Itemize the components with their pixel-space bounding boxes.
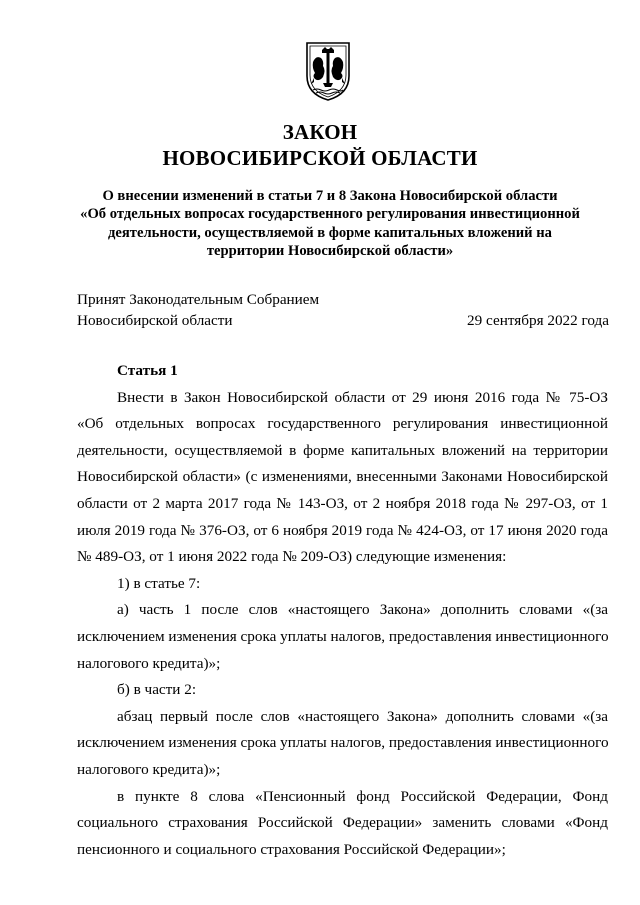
paragraph-line: области от 2 марта 2017 года № 143-ОЗ, от 2 ноября 2018 года № 297-ОЗ, от 1 [77,494,608,512]
document-type-title: ЗАКОН [282,120,358,144]
paragraph-line: социального страхования Российской Федерации» заменить словами «Фонд [77,814,608,832]
paragraph-line: налогового кредита)»; [77,760,221,778]
paragraph-line: исключением изменения срока уплаты налогов, предоставления инвестиционного [77,627,609,645]
paragraph-line: Новосибирской области» (с изменениями, внесенными Законами Новосибирской [77,468,608,486]
subtitle-line: О внесении изменений в статьи 7 и 8 Закона Новосибирской области [102,188,558,204]
paragraph-line: б) в части 2: [117,681,197,699]
paragraph-line: июля 2019 года № 376-ОЗ, от 6 ноября 2019 года № 424-ОЗ, от 17 июня 2020 года [77,521,608,539]
paragraph-line: пенсионного и социального страхования Российской Федерации»; [77,840,506,858]
paragraph-line: а) часть 1 после слов «настоящего Закона» дополнить словами «(за [117,601,608,619]
paragraph-line: Внести в Закон Новосибирской области от 29 июня 2016 года № 75-ОЗ [117,388,608,406]
coat-of-arms-icon [303,40,353,102]
paragraph-line: № 489-ОЗ, от 1 июня 2022 года № 209-ОЗ) следующие изменения: [77,548,507,566]
paragraph-line: в пункте 8 слова «Пенсионный фонд Российской Федерации, Фонд [117,787,608,805]
adoption-date: 29 сентября 2022 года [467,312,609,329]
paragraph-line: деятельности, осуществляемой в форме капитальных вложений на территории [77,441,608,459]
subtitle-line: деятельности, осуществляемой в форме капитальных вложений на [108,224,552,241]
article-body [77,358,608,863]
paragraph-line: абзац первый после слов «настоящего Закона» дополнить словами «(за [117,707,608,725]
paragraph-line: исключением изменения срока уплаты налогов, предоставления инвестиционного [77,734,609,752]
paragraph-line: налогового кредита)»; [77,654,221,672]
law-subtitle [60,187,600,260]
adoption-authority [77,289,319,331]
adoption-line: Принят Законодательным Собранием [77,291,320,308]
paragraph-line: 1) в статье 7: [117,574,201,592]
paragraph-line: «Об отдельных вопросах государственного регулирования инвестиционной [77,415,608,433]
article-heading: Статья 1 [117,362,178,379]
subtitle-line: «Об отдельных вопросах государственного регулирования инвестиционной [80,206,580,223]
subtitle-line: территории Новосибирской области» [206,242,454,259]
region-title: НОВОСИБИРСКОЙ ОБЛАСТИ [162,146,478,170]
adoption-line: Новосибирской области [77,312,233,329]
